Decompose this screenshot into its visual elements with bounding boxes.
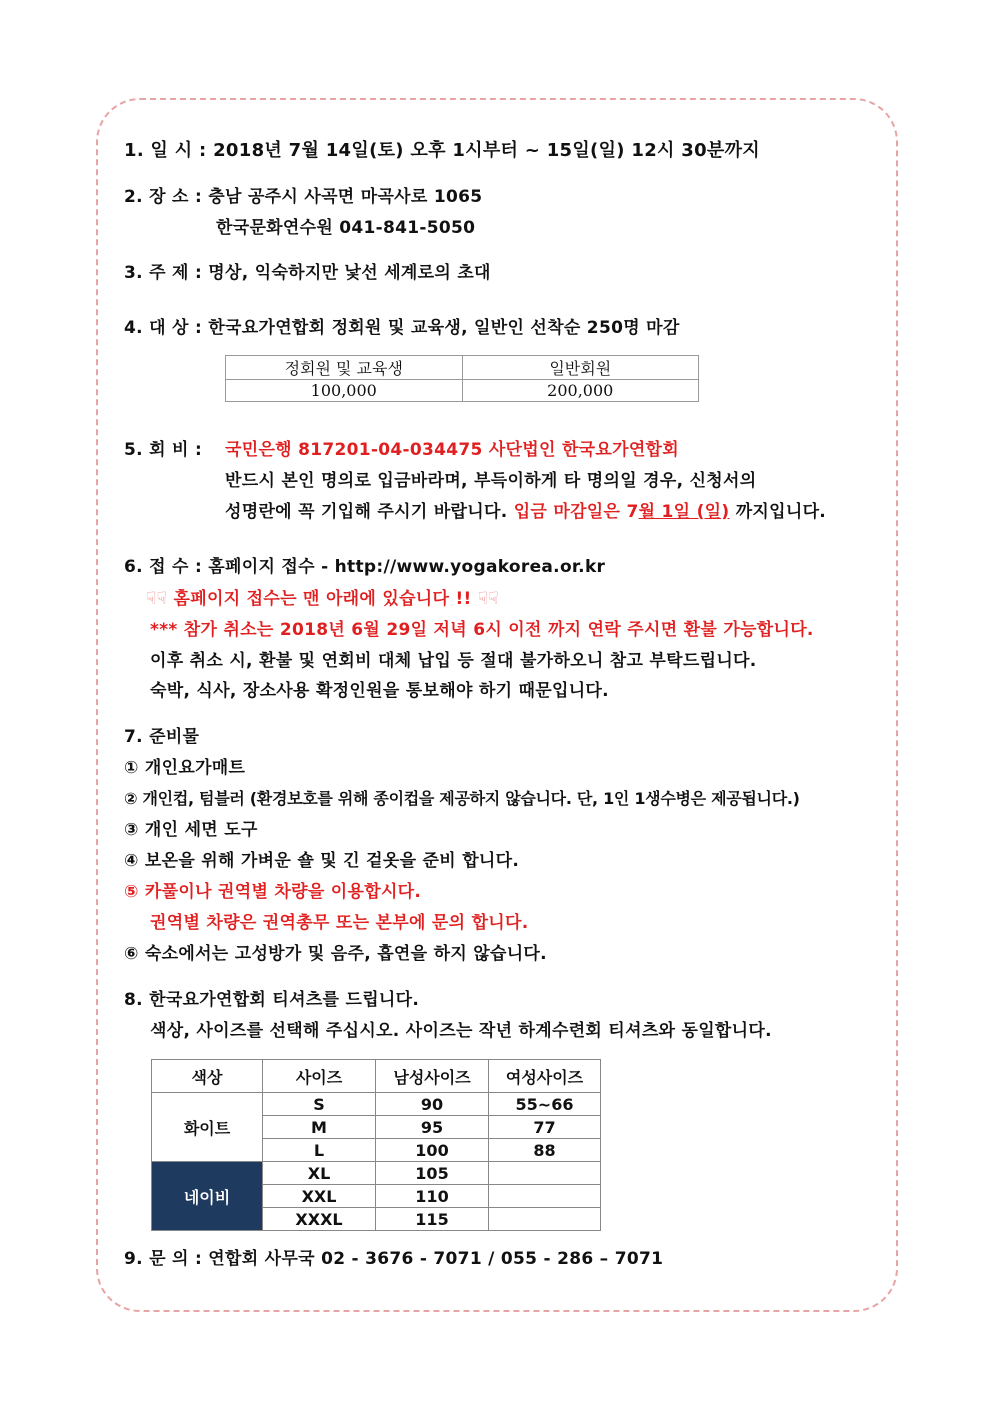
size-cell: XXXL xyxy=(263,1208,376,1231)
homepage-notice-text: 홈페이지 접수는 맨 아래에 있습니다 !! xyxy=(173,589,472,609)
item-apply: 6. 접 수 : 홈페이지 접수 - http://www.yogakorea.or.kr xyxy=(124,557,606,577)
fee-note-line2 xyxy=(225,501,826,523)
size-cell: XXL xyxy=(263,1185,376,1208)
supply-item-carpool: ⑤ 카풀이나 권역별 차량을 이용합시다. xyxy=(124,882,422,902)
women-size-cell xyxy=(489,1185,601,1208)
item-theme: 3. 주 제 : 명상, 익숙하지만 낯선 세계로의 초대 xyxy=(124,263,491,283)
fee-table xyxy=(225,355,699,402)
item-tshirt-desc: 색상, 사이즈를 선택해 주십시오. 사이즈는 작년 하계수련회 티셔츠와 동일합니다. xyxy=(150,1021,772,1041)
tshirt-size-table xyxy=(151,1059,601,1231)
item-supplies-title: 7. 준비물 xyxy=(124,727,200,747)
men-size-cell: 100 xyxy=(376,1139,489,1162)
size-cell: XL xyxy=(263,1162,376,1185)
men-size-cell: 115 xyxy=(376,1208,489,1231)
women-size-cell: 88 xyxy=(489,1139,601,1162)
col-header-women: 여성사이즈 xyxy=(489,1060,601,1093)
deadline-prefix: 입금 마감일은 7 xyxy=(513,502,639,522)
fee-note-text: 성명란에 꼭 기입해 주시기 바랍니다. xyxy=(225,502,508,522)
hand-pointing-down-icon: ☟☟ xyxy=(477,589,500,609)
supply-item: ③ 개인 세면 도구 xyxy=(124,820,258,840)
women-size-cell: 55~66 xyxy=(489,1093,601,1116)
size-cell: L xyxy=(263,1139,376,1162)
supply-item: ④ 보온을 위해 가벼운 숄 및 긴 겉옷을 준비 합니다. xyxy=(124,851,520,871)
deadline-suffix: 까지입니다. xyxy=(735,502,827,522)
women-size-cell: 77 xyxy=(489,1116,601,1139)
refund-reason: 숙박, 식사, 장소사용 확정인원을 통보해야 하기 때문입니다. xyxy=(150,681,609,701)
refund-policy: 이후 취소 시, 환불 및 연회비 대체 납입 등 절대 불가하오니 참고 부탁드립니다. xyxy=(150,651,757,671)
item-target: 4. 대 상 : 한국요가연합회 정회원 및 교육생, 일반인 선착순 250명 마감 xyxy=(124,318,680,338)
men-size-cell: 105 xyxy=(376,1162,489,1185)
women-size-cell xyxy=(489,1162,601,1185)
fee-note-line1: 반드시 본인 명의로 입금바라며, 부득이하게 타 명의일 경우, 신청서의 xyxy=(225,471,757,491)
size-cell: M xyxy=(263,1116,376,1139)
supply-item: ⑥ 숙소에서는 고성방가 및 음주, 흡연을 하지 않습니다. xyxy=(124,944,547,964)
col-header-size: 사이즈 xyxy=(263,1060,376,1093)
supply-item: ② 개인컵, 텀블러 (환경보호를 위해 종이컵을 제공하지 않습니다. 단, 1인 1생수병은 제공됩니다.) xyxy=(124,789,800,808)
fee-value-member: 100,000 xyxy=(226,380,463,402)
fee-value-general: 200,000 xyxy=(462,380,699,402)
item-place-venue: 한국문화연수원 041-841-5050 xyxy=(216,218,476,238)
color-navy: 네이비 xyxy=(152,1162,263,1231)
cancel-policy: *** 참가 취소는 2018년 6월 29일 저녁 6시 이전 까지 연락 주시면 환불 가능합니다. xyxy=(150,620,814,640)
color-white: 화이트 xyxy=(152,1093,263,1162)
men-size-cell: 95 xyxy=(376,1116,489,1139)
supply-item: ① 개인요가매트 xyxy=(124,758,246,778)
col-header-men: 남성사이즈 xyxy=(376,1060,489,1093)
fee-header-general: 일반회원 xyxy=(462,356,699,380)
item-fee-label: 5. 회 비 : xyxy=(124,440,203,460)
size-cell: S xyxy=(263,1093,376,1116)
homepage-notice xyxy=(146,588,499,610)
item-date: 1. 일 시 : 2018년 7월 14일(토) 오후 1시부터 ~ 15일(일) 12시 30분까지 xyxy=(124,140,760,161)
item-tshirt-title: 8. 한국요가연합회 티셔츠를 드립니다. xyxy=(124,990,420,1010)
fee-header-member: 정회원 및 교육생 xyxy=(226,356,463,380)
col-header-color: 색상 xyxy=(152,1060,263,1093)
deadline-date: 월 1일 (일) xyxy=(638,502,730,522)
men-size-cell: 110 xyxy=(376,1185,489,1208)
item-place: 2. 장 소 : 충남 공주시 사곡면 마곡사로 1065 xyxy=(124,187,483,207)
supply-item-carpool-note: 권역별 차량은 권역총무 또는 본부에 문의 합니다. xyxy=(150,913,529,933)
item-contact: 9. 문 의 : 연합회 사무국 02 - 3676 - 7071 / 055 - 286 – 7071 xyxy=(124,1249,664,1269)
hand-pointing-down-icon: ☟☟ xyxy=(146,589,168,609)
men-size-cell: 90 xyxy=(376,1093,489,1116)
women-size-cell xyxy=(489,1208,601,1231)
bank-account: 국민은행 817201-04-034475 사단법인 한국요가연합회 xyxy=(225,440,679,460)
